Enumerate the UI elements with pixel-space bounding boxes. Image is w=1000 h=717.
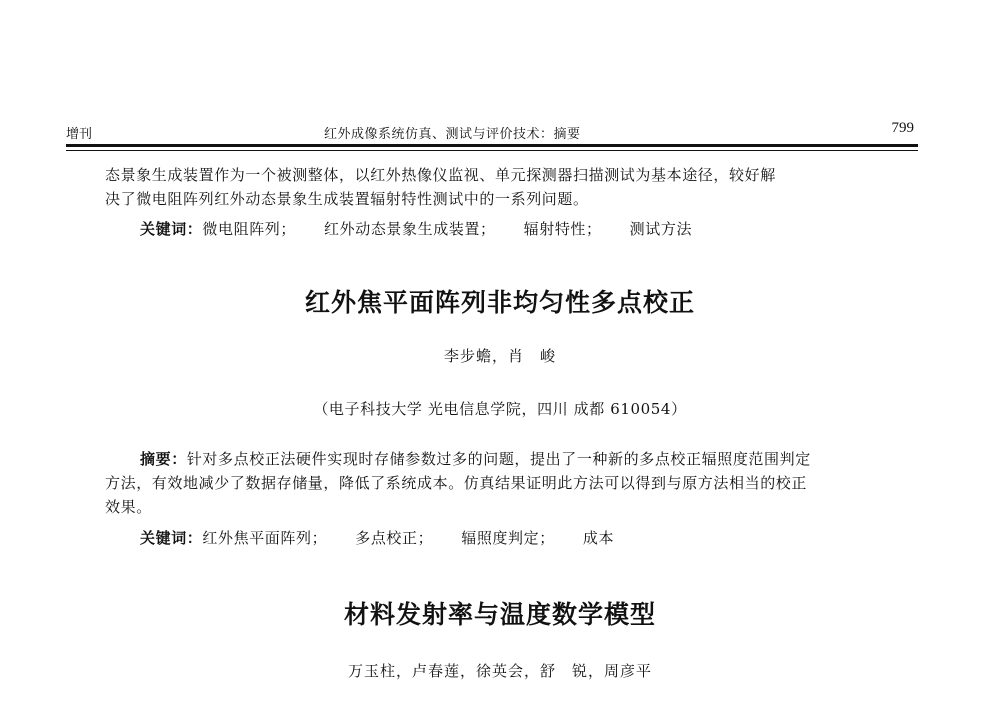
article-authors: 李步蟾，肖 峻 <box>443 347 556 365</box>
abstract-text: 针对多点校正法硬件实现时存储参数过多的问题，提出了一种新的多点校正辐照度范围判定 <box>186 450 811 468</box>
keyword: 红外动态景象生成装置； <box>324 220 496 238</box>
keyword: 多点校正； <box>355 529 434 547</box>
prev-abstract-line: 态景象生成装置作为一个被测整体，以红外热像仪监视、单元探测器扫描测试为基本途径，较好解 <box>105 166 776 184</box>
abstract-line: 方法，有效地减少了数据存储量，降低了系统成本。仿真结果证明此方法可以得到与原方法相当的校正 <box>105 474 808 492</box>
keywords-label: 关键词： <box>140 220 203 238</box>
header-rule-thin <box>66 150 918 151</box>
abstract-line <box>105 447 895 471</box>
abstract-line: 效果。 <box>105 498 152 516</box>
article-title: 材料发射率与温度数学模型 <box>343 600 656 629</box>
prev-abstract-line: 决了微电阻阵列红外动态景象生成装置辐射特性测试中的一系列问题。 <box>105 190 589 208</box>
article-keywords <box>140 527 642 548</box>
keyword: 微电阻阵列； <box>202 220 297 238</box>
header-section-title: 红外成像系统仿真、测试与评价技术：摘要 <box>324 127 581 142</box>
page-number: 799 <box>891 120 914 136</box>
article-abstract <box>105 447 895 519</box>
article-authors: 万玉柱，卢春莲，徐英会，舒 锐，周彦平 <box>347 662 652 680</box>
header-rule-thick <box>66 144 918 147</box>
running-header <box>66 120 916 142</box>
keyword: 成本 <box>582 529 615 547</box>
article-affiliation: （电子科技大学 光电信息学院，四川 成都 610054） <box>313 400 687 418</box>
header-issue-label: 增刊 <box>66 127 93 142</box>
abstract-label: 摘要： <box>140 450 187 468</box>
keyword: 测试方法 <box>629 220 693 238</box>
prev-keywords <box>140 218 720 239</box>
article-title: 红外焦平面阵列非均匀性多点校正 <box>304 288 695 317</box>
keyword: 红外焦平面阵列； <box>202 529 328 547</box>
prev-abstract <box>105 163 776 211</box>
keyword: 辐射特性； <box>523 220 602 238</box>
keyword: 辐照度判定； <box>461 529 555 547</box>
keywords-label: 关键词： <box>140 529 203 547</box>
